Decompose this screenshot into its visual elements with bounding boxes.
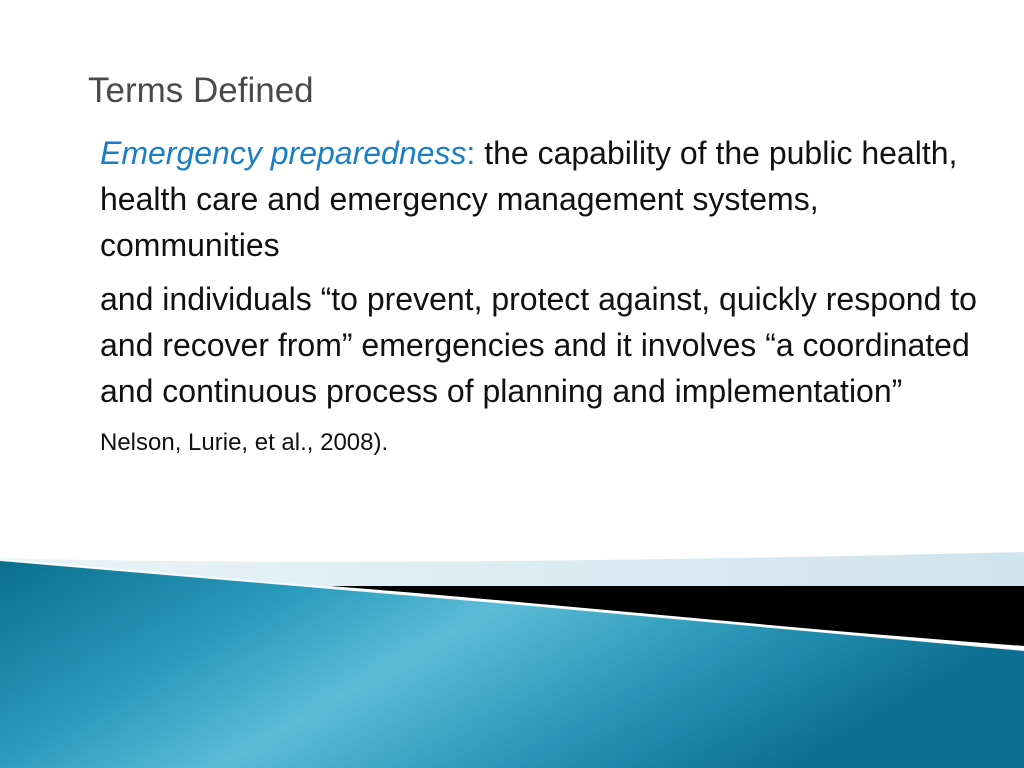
term-colon: : [466,135,476,171]
definition-paragraph-2: and individuals “to prevent, protect against, quickly respond to and recover from” emergencies and it involves “a coordinated and continuous process of planning and implementation” [100,281,977,409]
definition-text-1: the capability of the public health, health care and emergency management systems, communities [100,135,958,263]
defined-term: Emergency preparedness [100,135,467,171]
definition-body [100,130,980,458]
definition-paragraph-1 [100,130,980,268]
citation: Nelson, Lurie, et al., 2008). [100,429,389,456]
slide-title: Terms Defined [88,71,314,110]
